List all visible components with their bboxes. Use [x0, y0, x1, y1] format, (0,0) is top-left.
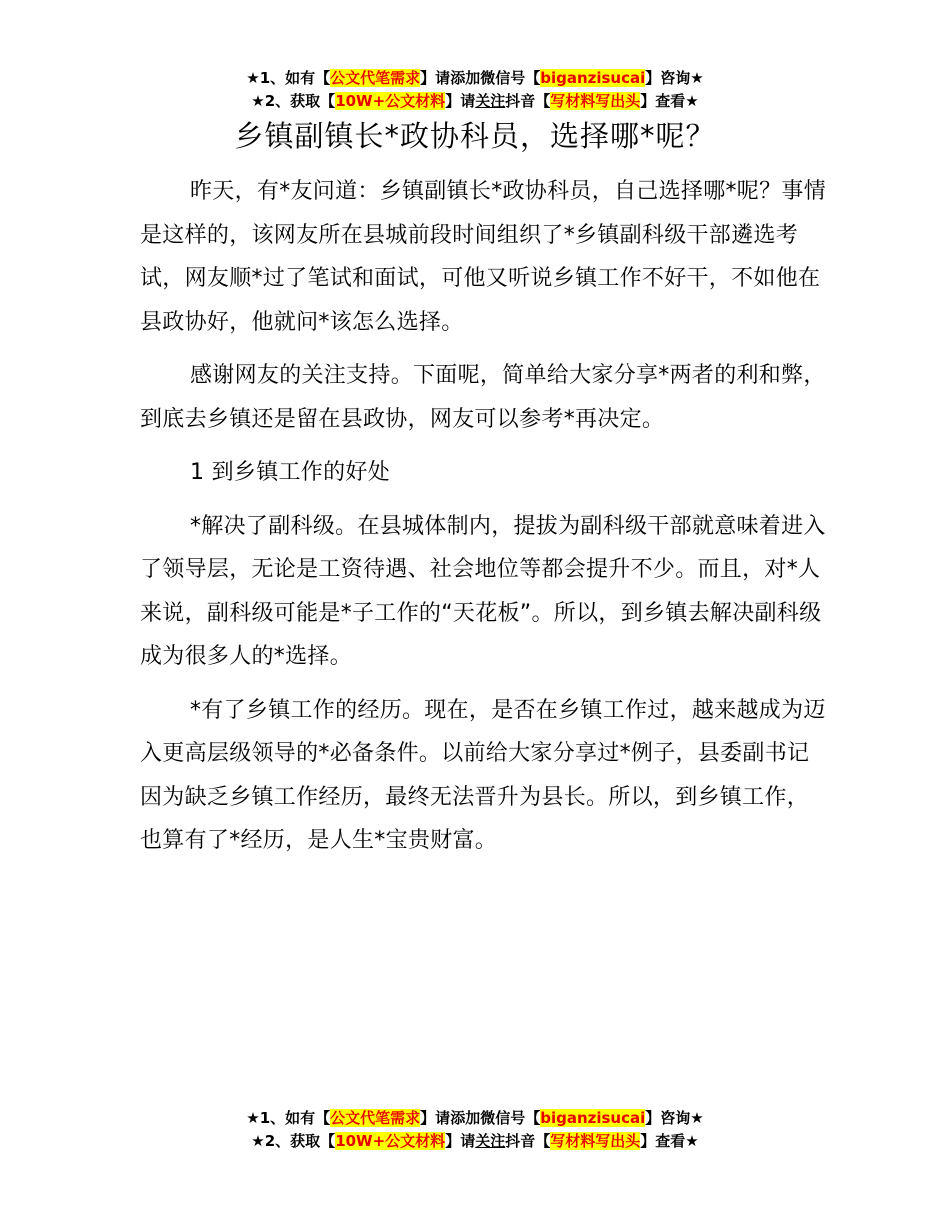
- document-title: 乡镇副镇长*政协科员，选择哪*呢？: [234, 119, 716, 153]
- promo-line-1: [0, 1107, 950, 1130]
- promo-text: 】咨询★: [645, 69, 704, 87]
- promo-banner-bottom: [0, 1107, 950, 1153]
- promo-text: ★2、获取【: [251, 92, 336, 110]
- highlight-douyin-name: 写材料写出头: [550, 1132, 641, 1150]
- promo-emphasis: 关注: [475, 1132, 506, 1150]
- promo-line-2: [0, 90, 950, 113]
- promo-emphasis: 添加: [450, 1109, 481, 1127]
- paragraph: 感谢网友的关注支持。下面呢，简单给大家分享*两者的利和弊，到底去乡镇还是留在县政协，网友可以参考*再决定。: [140, 363, 826, 432]
- promo-line-1: [0, 67, 950, 90]
- document-body: [140, 170, 830, 873]
- promo-text: 微信号【: [480, 69, 541, 87]
- highlight-materials: 10W+公文材料: [335, 92, 446, 110]
- promo-text: ★1、如有【: [246, 69, 331, 87]
- promo-text: 】咨询★: [645, 1109, 704, 1127]
- highlight-wechat-id: biganzisucai: [540, 69, 646, 87]
- promo-line-2: [0, 1130, 950, 1153]
- highlight-douyin-name: 写材料写出头: [550, 92, 641, 110]
- promo-text: 】请: [420, 1109, 451, 1127]
- promo-text: 抖音【: [505, 1132, 551, 1150]
- promo-text: 抖音【: [505, 92, 551, 110]
- highlight-materials: 10W+公文材料: [335, 1132, 446, 1150]
- promo-text: 】查看★: [640, 92, 699, 110]
- promo-text: 】请: [445, 92, 476, 110]
- paragraph: 昨天，有*友问道：乡镇副镇长*政协科员，自己选择哪*呢？事情是这样的，该网友所在县城前段时间组织了*乡镇副科级干部遴选考试，网友顺*过了笔试和面试，可他又听说乡镇工作不好干，不如他在县政协好，他就问*该怎么选择。: [140, 179, 827, 335]
- highlight-wechat-id: biganzisucai: [540, 1109, 646, 1127]
- promo-text: 】请: [445, 1132, 476, 1150]
- promo-emphasis: 添加: [450, 69, 481, 87]
- promo-text: 微信号【: [480, 1109, 541, 1127]
- promo-banner-top: [0, 67, 950, 113]
- section-heading: 1 到乡镇工作的好处: [190, 460, 390, 485]
- promo-text: 】请: [420, 69, 451, 87]
- promo-text: 】查看★: [640, 1132, 699, 1150]
- paragraph: *有了乡镇工作的经历。现在，是否在乡镇工作过，越来越成为迈入更高层级领导的*必备条件。以前给大家分享过*例子，县委副书记因为缺乏乡镇工作经历，最终无法晋升为县长。所以，到乡镇工作，也算有了*经历，是人生*宝贵财富。: [140, 697, 826, 853]
- promo-emphasis: 关注: [475, 92, 506, 110]
- highlight-service: 公文代笔需求: [330, 1109, 421, 1127]
- promo-text: ★2、获取【: [251, 1132, 336, 1150]
- promo-text: ★1、如有【: [246, 1109, 331, 1127]
- highlight-service: 公文代笔需求: [330, 69, 421, 87]
- paragraph: *解决了副科级。在县城体制内，提拔为副科级干部就意味着进入了领导层，无论是工资待遇、社会地位等都会提升不少。而且，对*人来说，副科级可能是*子工作的“天花板”。所以，到乡镇去解决副科级成为很多人的*选择。: [140, 513, 826, 669]
